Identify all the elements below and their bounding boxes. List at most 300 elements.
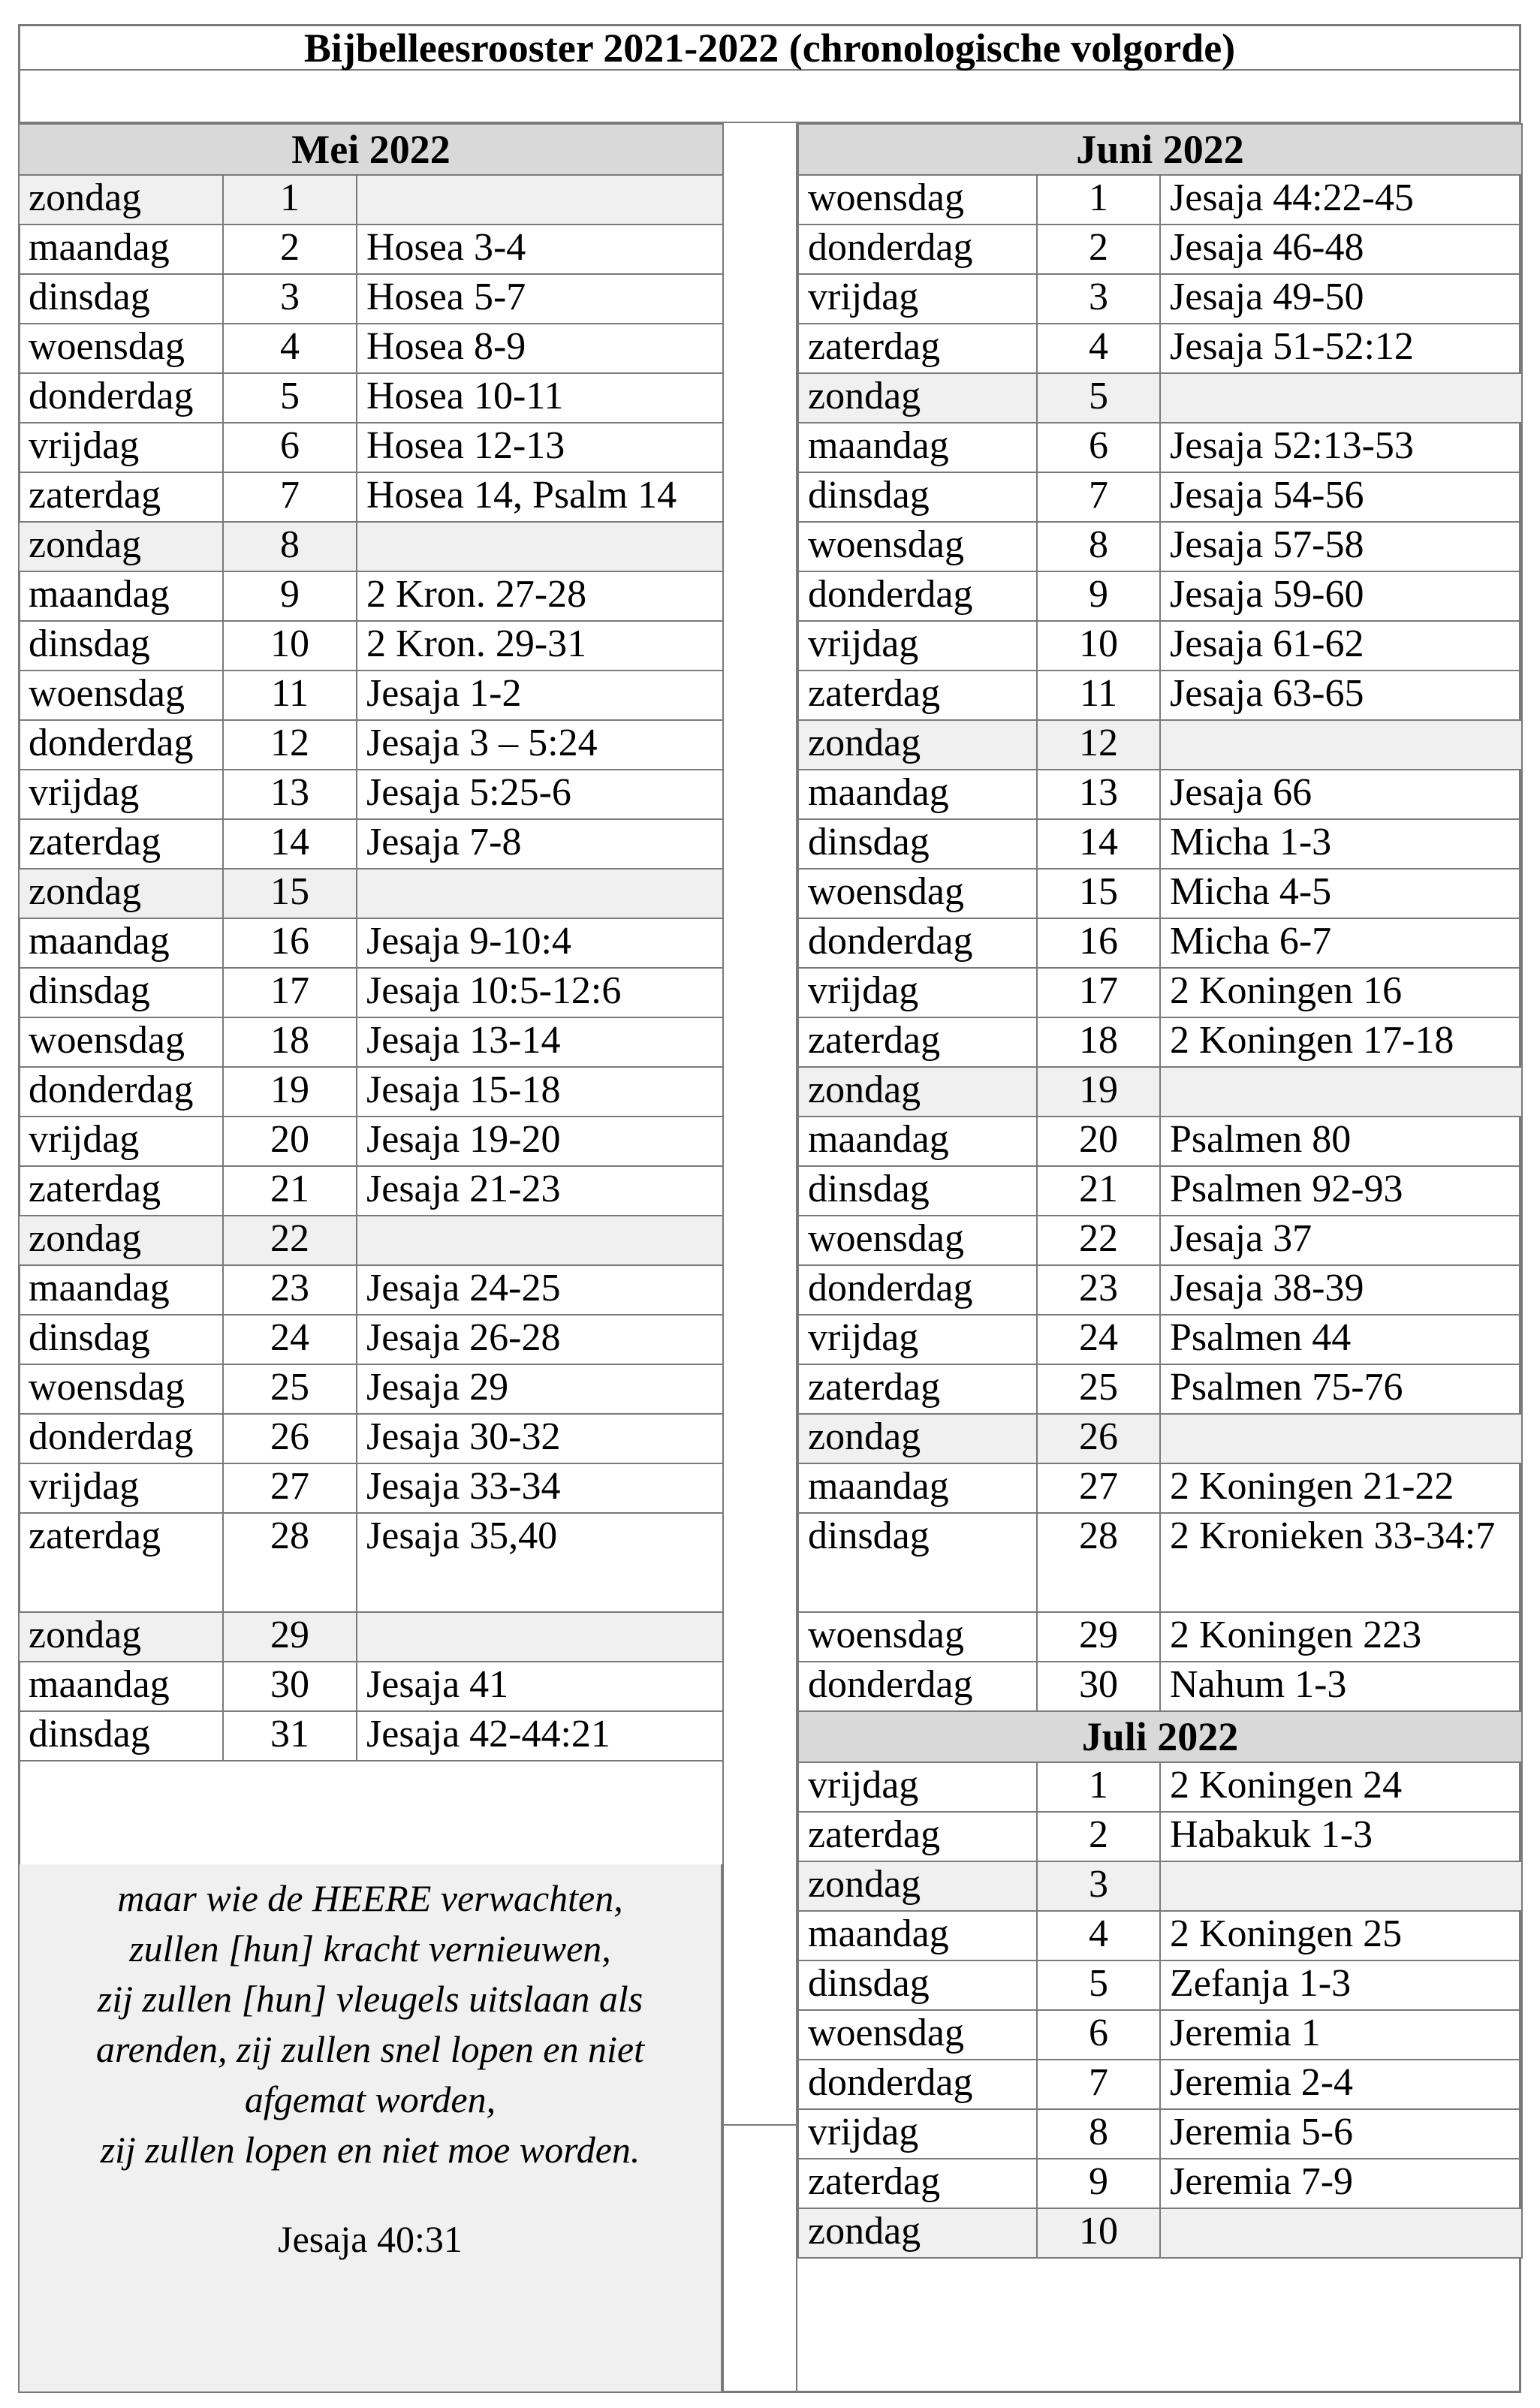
reading-cell: 2 Koningen 223: [1160, 1612, 1522, 1662]
table-row: [19, 671, 723, 720]
table-row: [798, 1861, 1522, 1911]
reading-cell: Hosea 5-7: [357, 274, 723, 324]
table-row: [798, 869, 1522, 918]
reading-cell: Jesaja 57-58: [1160, 522, 1522, 571]
date-cell: 3: [1037, 274, 1160, 324]
date-cell: 16: [1037, 918, 1160, 968]
reading-cell: Jeremia 5-6: [1160, 2109, 1522, 2159]
day-cell: dinsdag: [798, 472, 1037, 522]
date-cell: 6: [223, 423, 357, 472]
date-cell: 2: [223, 225, 357, 274]
date-cell: 3: [223, 274, 357, 324]
date-cell: 18: [223, 1017, 357, 1067]
day-cell: dinsdag: [19, 1315, 223, 1364]
date-cell: 3: [1037, 1861, 1160, 1911]
reading-cell: [1160, 1067, 1522, 1117]
reading-cell: Jesaja 52:13-53: [1160, 423, 1522, 472]
day-cell: vrijdag: [798, 621, 1037, 671]
table-row: [798, 2010, 1522, 2060]
quote-line: zullen [hun] kracht vernieuwen,: [129, 1927, 611, 1969]
table-row: [798, 373, 1522, 423]
table-row: [19, 1662, 723, 1711]
table-row: [798, 770, 1522, 819]
reading-cell: Jesaja 49-50: [1160, 274, 1522, 324]
date-cell: 15: [223, 869, 357, 918]
table-row: [798, 1911, 1522, 1960]
quote-line: afgemat worden,: [244, 2078, 496, 2120]
day-cell: maandag: [798, 1911, 1037, 1960]
reading-cell: Hosea 10-11: [357, 373, 723, 423]
day-cell: woensdag: [19, 671, 223, 720]
day-cell: dinsdag: [798, 1513, 1037, 1612]
day-cell: zaterdag: [798, 2159, 1037, 2208]
day-cell: dinsdag: [19, 968, 223, 1017]
reading-cell: Jeremia 1: [1160, 2010, 1522, 2060]
column-gap: [722, 123, 797, 2393]
reading-cell: Psalmen 80: [1160, 1117, 1522, 1166]
day-cell: zondag: [798, 720, 1037, 770]
reading-cell: Jesaja 54-56: [1160, 472, 1522, 522]
reading-cell: Jeremia 2-4: [1160, 2060, 1522, 2109]
table-row: [798, 571, 1522, 621]
date-cell: 29: [223, 1612, 357, 1662]
table-row: [798, 324, 1522, 373]
table-row: [798, 2208, 1522, 2258]
table-row: [19, 869, 723, 918]
table-row: [19, 175, 723, 225]
reading-cell: [1160, 1861, 1522, 1911]
date-cell: 1: [1037, 1762, 1160, 1812]
reading-cell: Micha 1-3: [1160, 819, 1522, 869]
table-row: [19, 968, 723, 1017]
reading-cell: Jesaja 51-52:12: [1160, 324, 1522, 373]
date-cell: 4: [1037, 324, 1160, 373]
reading-cell: Hosea 14, Psalm 14: [357, 472, 723, 522]
table-row: [798, 621, 1522, 671]
day-cell: zondag: [798, 1861, 1037, 1911]
day-cell: woensdag: [798, 522, 1037, 571]
day-cell: zaterdag: [19, 1513, 223, 1612]
quote-line: zij zullen [hun] vleugels uitslaan als: [97, 1978, 643, 2020]
date-cell: 24: [1037, 1315, 1160, 1364]
day-cell: dinsdag: [798, 1166, 1037, 1216]
date-cell: 30: [1037, 1662, 1160, 1711]
reading-cell: Psalmen 44: [1160, 1315, 1522, 1364]
table-row: [798, 819, 1522, 869]
date-cell: 20: [223, 1117, 357, 1166]
table-row: [798, 1762, 1522, 1812]
reading-cell: 2 Koningen 25: [1160, 1911, 1522, 1960]
date-cell: 19: [1037, 1067, 1160, 1117]
reading-cell: Habakuk 1-3: [1160, 1812, 1522, 1861]
reading-cell: [357, 869, 723, 918]
table-row: [798, 1960, 1522, 2010]
reading-cell: Zefanja 1-3: [1160, 1960, 1522, 2010]
date-cell: 17: [1037, 968, 1160, 1017]
day-cell: donderdag: [798, 918, 1037, 968]
reading-cell: [357, 1612, 723, 1662]
reading-cell: 2 Kronieken 33-34:7: [1160, 1513, 1522, 1612]
table-row: [798, 2060, 1522, 2109]
date-cell: 22: [223, 1216, 357, 1265]
date-cell: 28: [1037, 1513, 1160, 1612]
table-row: [19, 373, 723, 423]
may-table: [18, 123, 724, 1762]
reading-cell: Jesaja 15-18: [357, 1067, 723, 1117]
bible-quote: [18, 1864, 722, 2393]
table-row: [798, 1414, 1522, 1463]
table-row: [798, 274, 1522, 324]
reading-cell: [1160, 720, 1522, 770]
day-cell: maandag: [19, 1662, 223, 1711]
date-cell: 9: [1037, 571, 1160, 621]
table-row: [798, 2159, 1522, 2208]
date-cell: 25: [223, 1364, 357, 1414]
date-cell: 23: [223, 1265, 357, 1315]
table-row: [798, 175, 1522, 225]
table-row: [19, 1315, 723, 1364]
reading-cell: Jesaja 24-25: [357, 1265, 723, 1315]
reading-cell: Jesaja 38-39: [1160, 1265, 1522, 1315]
table-row: [798, 1117, 1522, 1166]
day-cell: donderdag: [19, 1414, 223, 1463]
reading-cell: Hosea 12-13: [357, 423, 723, 472]
reading-cell: Micha 4-5: [1160, 869, 1522, 918]
table-row: [798, 1513, 1522, 1612]
reading-cell: Jesaja 66: [1160, 770, 1522, 819]
reading-cell: [357, 1216, 723, 1265]
day-cell: zondag: [19, 1612, 223, 1662]
table-row: [19, 1612, 723, 1662]
table-row: [19, 720, 723, 770]
day-cell: vrijdag: [19, 423, 223, 472]
table-row: [798, 225, 1522, 274]
reading-cell: Jesaja 13-14: [357, 1017, 723, 1067]
day-cell: zaterdag: [19, 819, 223, 869]
reading-cell: Jesaja 21-23: [357, 1166, 723, 1216]
date-cell: 27: [1037, 1463, 1160, 1513]
day-cell: zondag: [19, 175, 223, 225]
day-cell: zondag: [798, 373, 1037, 423]
reading-cell: Jesaja 46-48: [1160, 225, 1522, 274]
table-row: [19, 522, 723, 571]
day-cell: zaterdag: [798, 1812, 1037, 1861]
reading-cell: [1160, 373, 1522, 423]
table-row: [19, 1067, 723, 1117]
reading-cell: 2 Kron. 29-31: [357, 621, 723, 671]
table-row: [798, 1017, 1522, 1067]
date-cell: 1: [1037, 175, 1160, 225]
date-cell: 14: [1037, 819, 1160, 869]
day-cell: zondag: [798, 1414, 1037, 1463]
date-cell: 5: [223, 373, 357, 423]
day-cell: vrijdag: [19, 1463, 223, 1513]
reading-cell: [357, 175, 723, 225]
date-cell: 26: [223, 1414, 357, 1463]
page-title: Bijbelleesrooster 2021-2022 (chronologische volgorde): [18, 24, 1521, 71]
day-cell: donderdag: [19, 373, 223, 423]
reading-cell: Jesaja 5:25-6: [357, 770, 723, 819]
day-cell: woensdag: [798, 1612, 1037, 1662]
reading-cell: Jesaja 19-20: [357, 1117, 723, 1166]
date-cell: 12: [223, 720, 357, 770]
day-cell: woensdag: [19, 1017, 223, 1067]
day-cell: zaterdag: [19, 1166, 223, 1216]
table-row: [19, 918, 723, 968]
day-cell: woensdag: [798, 1216, 1037, 1265]
reading-cell: [1160, 1414, 1522, 1463]
table-row: [19, 819, 723, 869]
day-cell: zaterdag: [798, 1017, 1037, 1067]
day-cell: donderdag: [798, 1265, 1037, 1315]
date-cell: 15: [1037, 869, 1160, 918]
date-cell: 7: [223, 472, 357, 522]
date-cell: 11: [1037, 671, 1160, 720]
day-cell: donderdag: [798, 1662, 1037, 1711]
reading-cell: Psalmen 75-76: [1160, 1364, 1522, 1414]
reading-cell: Jesaja 41: [357, 1662, 723, 1711]
day-cell: maandag: [19, 225, 223, 274]
table-row: [19, 1364, 723, 1414]
day-cell: woensdag: [19, 1364, 223, 1414]
day-cell: dinsdag: [19, 621, 223, 671]
date-cell: 8: [1037, 2109, 1160, 2159]
table-row: [19, 1463, 723, 1513]
reading-cell: Jesaja 3 – 5:24: [357, 720, 723, 770]
reading-cell: Hosea 3-4: [357, 225, 723, 274]
date-cell: 31: [223, 1711, 357, 1761]
date-cell: 13: [1037, 770, 1160, 819]
table-row: [798, 522, 1522, 571]
day-cell: maandag: [19, 918, 223, 968]
reading-cell: Hosea 8-9: [357, 324, 723, 373]
day-cell: zondag: [798, 2208, 1037, 2258]
table-row: [798, 423, 1522, 472]
day-cell: zondag: [19, 869, 223, 918]
table-row: [798, 671, 1522, 720]
date-cell: 4: [223, 324, 357, 373]
day-cell: vrijdag: [798, 1315, 1037, 1364]
reading-cell: [357, 522, 723, 571]
date-cell: 21: [1037, 1166, 1160, 1216]
day-cell: donderdag: [798, 571, 1037, 621]
day-cell: woensdag: [19, 324, 223, 373]
date-cell: 25: [1037, 1364, 1160, 1414]
date-cell: 16: [223, 918, 357, 968]
table-row: [19, 1216, 723, 1265]
table-row: [19, 1711, 723, 1761]
empty-row: [18, 71, 1521, 123]
date-cell: 26: [1037, 1414, 1160, 1463]
reading-cell: Jesaja 42-44:21: [357, 1711, 723, 1761]
table-row: [19, 571, 723, 621]
reading-cell: Jesaja 10:5-12:6: [357, 968, 723, 1017]
day-cell: donderdag: [798, 225, 1037, 274]
reading-cell: Jesaja 33-34: [357, 1463, 723, 1513]
date-cell: 14: [223, 819, 357, 869]
reading-cell: 2 Koningen 21-22: [1160, 1463, 1522, 1513]
reading-cell: Jesaja 30-32: [357, 1414, 723, 1463]
date-cell: 24: [223, 1315, 357, 1364]
table-row: [19, 225, 723, 274]
day-cell: dinsdag: [19, 1711, 223, 1761]
table-row: [798, 720, 1522, 770]
table-row: [19, 1414, 723, 1463]
date-cell: 8: [1037, 522, 1160, 571]
day-cell: vrijdag: [798, 1762, 1037, 1812]
date-cell: 6: [1037, 2010, 1160, 2060]
date-cell: 9: [223, 571, 357, 621]
date-cell: 29: [1037, 1612, 1160, 1662]
table-row: [19, 274, 723, 324]
date-cell: 9: [1037, 2159, 1160, 2208]
day-cell: woensdag: [798, 175, 1037, 225]
table-row: [798, 1067, 1522, 1117]
reading-cell: Jesaja 7-8: [357, 819, 723, 869]
date-cell: 11: [223, 671, 357, 720]
day-cell: vrijdag: [798, 274, 1037, 324]
day-cell: zaterdag: [798, 1364, 1037, 1414]
quote-reference: Jesaja 40:31: [278, 2218, 463, 2260]
reading-cell: Jesaja 29: [357, 1364, 723, 1414]
date-cell: 7: [1037, 472, 1160, 522]
date-cell: 28: [223, 1513, 357, 1612]
table-row: [19, 1017, 723, 1067]
day-cell: donderdag: [798, 2060, 1037, 2109]
date-cell: 1: [223, 175, 357, 225]
reading-cell: Nahum 1-3: [1160, 1662, 1522, 1711]
table-row: [19, 770, 723, 819]
table-row: [19, 1265, 723, 1315]
day-cell: maandag: [798, 1463, 1037, 1513]
table-row: [798, 1265, 1522, 1315]
table-row: [798, 1315, 1522, 1364]
day-cell: donderdag: [19, 720, 223, 770]
day-cell: maandag: [798, 770, 1037, 819]
date-cell: 30: [223, 1662, 357, 1711]
reading-cell: Psalmen 92-93: [1160, 1166, 1522, 1216]
table-row: [798, 2109, 1522, 2159]
june-header: Juni 2022: [798, 124, 1522, 175]
date-cell: 7: [1037, 2060, 1160, 2109]
day-cell: zaterdag: [19, 472, 223, 522]
date-cell: 20: [1037, 1117, 1160, 1166]
day-cell: vrijdag: [798, 968, 1037, 1017]
date-cell: 23: [1037, 1265, 1160, 1315]
date-cell: 19: [223, 1067, 357, 1117]
table-row: [798, 1216, 1522, 1265]
day-cell: zaterdag: [798, 671, 1037, 720]
quote-line: maar wie de HEERE verwachten,: [117, 1877, 623, 1919]
reading-cell: Jesaja 61-62: [1160, 621, 1522, 671]
day-cell: vrijdag: [798, 2109, 1037, 2159]
date-cell: 10: [223, 621, 357, 671]
reading-cell: Jesaja 35,40: [357, 1513, 723, 1612]
table-row: [19, 1166, 723, 1216]
date-cell: 5: [1037, 373, 1160, 423]
day-cell: maandag: [798, 1117, 1037, 1166]
table-row: [19, 472, 723, 522]
reading-cell: 2 Koningen 24: [1160, 1762, 1522, 1812]
date-cell: 27: [223, 1463, 357, 1513]
day-cell: vrijdag: [19, 1117, 223, 1166]
june-july-table: [797, 123, 1523, 2259]
reading-cell: Jesaja 9-10:4: [357, 918, 723, 968]
reading-cell: Jeremia 7-9: [1160, 2159, 1522, 2208]
day-cell: zaterdag: [798, 324, 1037, 373]
reading-cell: Jesaja 26-28: [357, 1315, 723, 1364]
column-gap-divider: [722, 2124, 797, 2126]
day-cell: donderdag: [19, 1067, 223, 1117]
table-row: [798, 1662, 1522, 1711]
day-cell: dinsdag: [798, 1960, 1037, 2010]
table-row: [19, 423, 723, 472]
table-row: [19, 1117, 723, 1166]
day-cell: zondag: [19, 1216, 223, 1265]
reading-cell: 2 Koningen 17-18: [1160, 1017, 1522, 1067]
reading-cell: Jesaja 44:22-45: [1160, 175, 1522, 225]
date-cell: 13: [223, 770, 357, 819]
date-cell: 6: [1037, 423, 1160, 472]
date-cell: 4: [1037, 1911, 1160, 1960]
reading-cell: Jesaja 1-2: [357, 671, 723, 720]
day-cell: zondag: [19, 522, 223, 571]
quote-line: arenden, zij zullen snel lopen en niet: [96, 2028, 644, 2070]
day-cell: dinsdag: [19, 274, 223, 324]
date-cell: 17: [223, 968, 357, 1017]
table-row: [798, 1612, 1522, 1662]
day-cell: zondag: [798, 1067, 1037, 1117]
date-cell: 12: [1037, 720, 1160, 770]
reading-cell: 2 Koningen 16: [1160, 968, 1522, 1017]
table-row: [798, 968, 1522, 1017]
day-cell: maandag: [798, 423, 1037, 472]
table-row: [798, 472, 1522, 522]
day-cell: maandag: [19, 571, 223, 621]
table-row: [798, 1364, 1522, 1414]
table-row: [19, 1513, 723, 1612]
table-row: [19, 621, 723, 671]
date-cell: 10: [1037, 2208, 1160, 2258]
day-cell: vrijdag: [19, 770, 223, 819]
july-header: Juli 2022: [798, 1711, 1522, 1762]
reading-cell: [1160, 2208, 1522, 2258]
day-cell: dinsdag: [798, 819, 1037, 869]
table-row: [19, 324, 723, 373]
table-row: [798, 1463, 1522, 1513]
quote-line: zij zullen lopen en niet moe worden.: [100, 2129, 640, 2171]
may-header: Mei 2022: [19, 124, 723, 175]
date-cell: 22: [1037, 1216, 1160, 1265]
table-row: [798, 918, 1522, 968]
date-cell: 18: [1037, 1017, 1160, 1067]
reading-cell: Jesaja 59-60: [1160, 571, 1522, 621]
reading-cell: Micha 6-7: [1160, 918, 1522, 968]
date-cell: 2: [1037, 225, 1160, 274]
reading-cell: 2 Kron. 27-28: [357, 571, 723, 621]
date-cell: 8: [223, 522, 357, 571]
table-row: [798, 1812, 1522, 1861]
reading-cell: Jesaja 63-65: [1160, 671, 1522, 720]
date-cell: 21: [223, 1166, 357, 1216]
reading-cell: Jesaja 37: [1160, 1216, 1522, 1265]
day-cell: woensdag: [798, 2010, 1037, 2060]
date-cell: 5: [1037, 1960, 1160, 2010]
day-cell: maandag: [19, 1265, 223, 1315]
table-row: [798, 1166, 1522, 1216]
date-cell: 10: [1037, 621, 1160, 671]
day-cell: woensdag: [798, 869, 1037, 918]
